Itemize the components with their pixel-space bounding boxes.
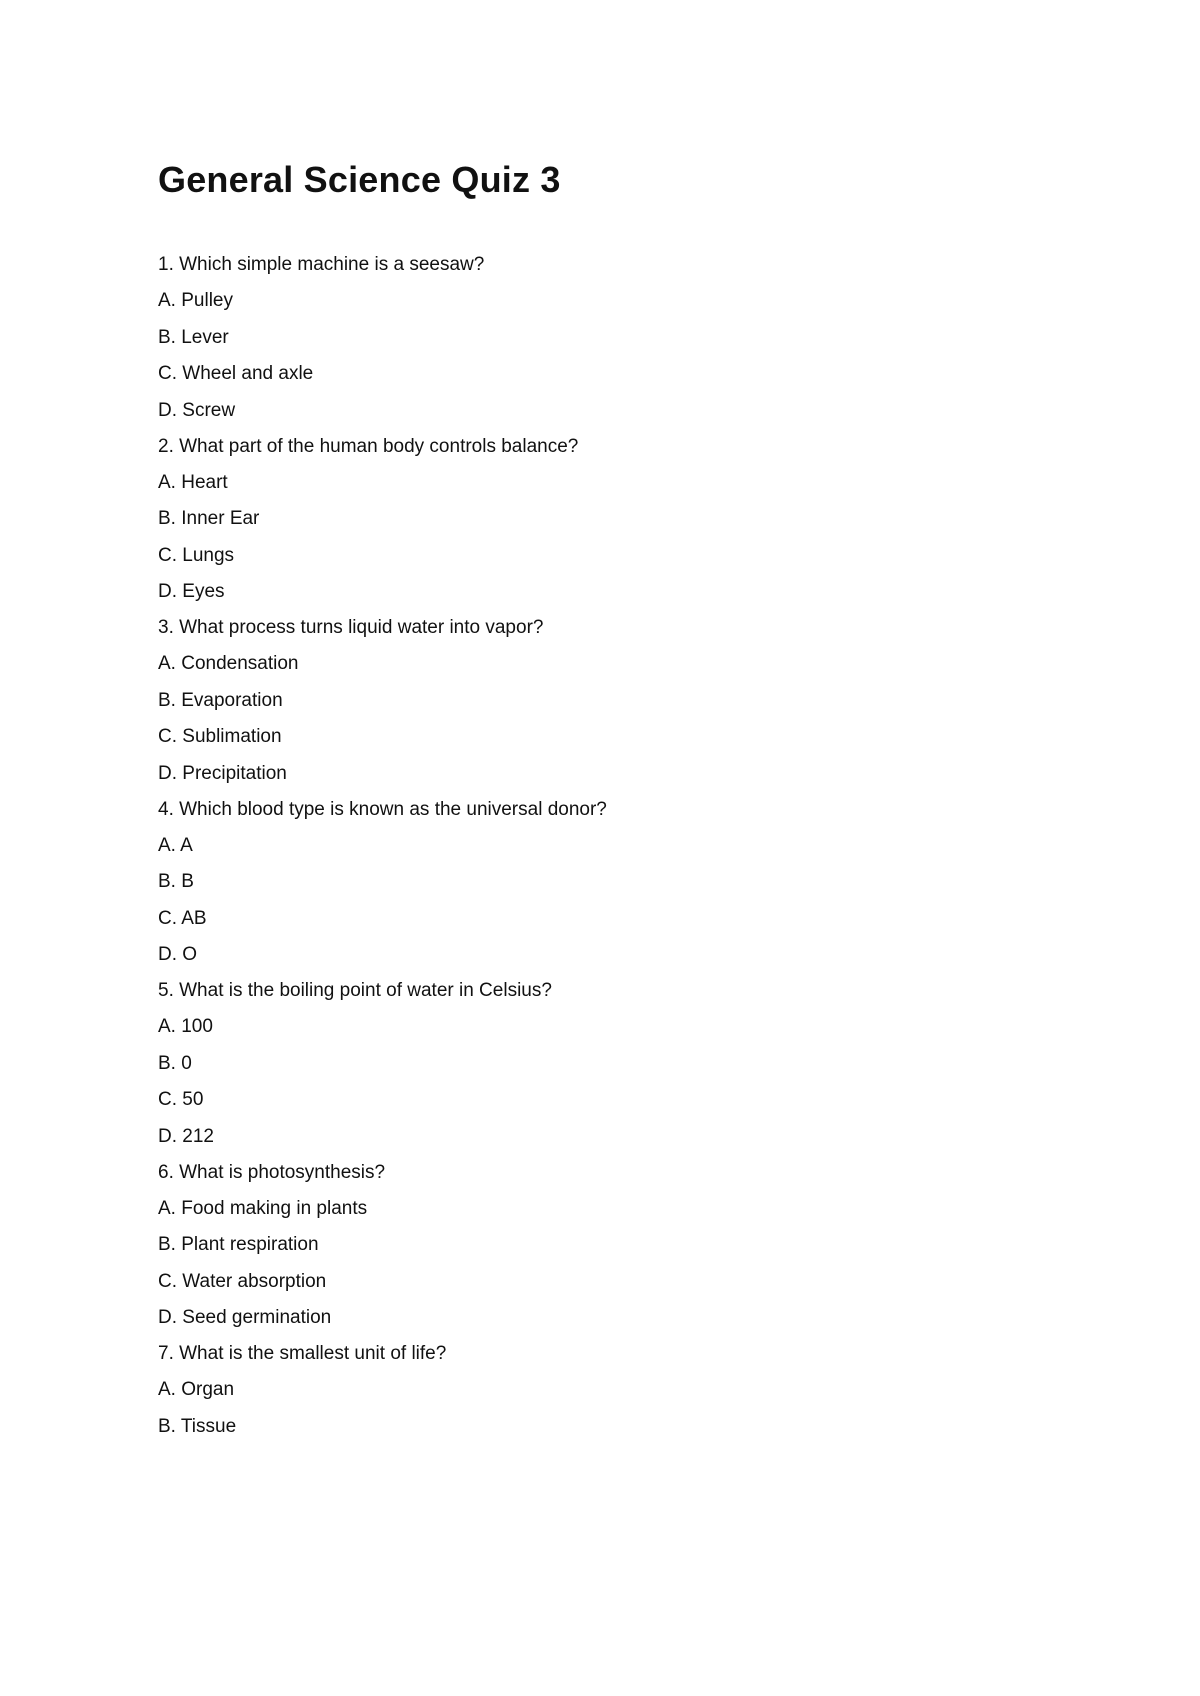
answer-option: D. Seed germination (158, 1307, 332, 1328)
question-text: 5. What is the boiling point of water in Celsius? (158, 980, 552, 1001)
question-text: 1. Which simple machine is a seesaw? (158, 254, 485, 275)
answer-option: A. Organ (158, 1379, 235, 1400)
question-block (158, 435, 1058, 605)
question-block (158, 979, 1058, 1149)
page-title: General Science Quiz 3 (158, 159, 561, 200)
answer-option: B. 0 (158, 1052, 192, 1074)
answer-option: C. 50 (158, 1089, 204, 1110)
answer-option: A. A (158, 834, 193, 856)
question-text: 7. What is the smallest unit of life? (158, 1343, 447, 1364)
question-block (158, 1342, 1058, 1439)
question-text: 4. Which blood type is known as the universal donor? (158, 798, 607, 820)
answer-option: C. Sublimation (158, 726, 282, 747)
answer-option: C. Wheel and axle (158, 363, 314, 384)
answer-option: A. Food making in plants (158, 1197, 368, 1219)
answer-option: D. 212 (158, 1125, 214, 1147)
question-text: 2. What part of the human body controls balance? (158, 435, 579, 457)
answer-option: C. Lungs (158, 544, 235, 566)
question-block (158, 1161, 1058, 1331)
answer-option: A. 100 (158, 1016, 213, 1037)
answer-option: B. Plant respiration (158, 1234, 319, 1255)
question-list (158, 253, 1058, 1451)
answer-option: C. AB (158, 907, 207, 929)
question-block (158, 253, 1058, 423)
answer-option: D. O (158, 944, 198, 965)
answer-option: A. Heart (158, 471, 228, 493)
answer-option: C. Water absorption (158, 1270, 327, 1292)
answer-option: D. Precipitation (158, 762, 287, 784)
answer-option: B. Tissue (158, 1415, 237, 1437)
answer-option: A. Condensation (158, 653, 299, 674)
question-text: 3. What process turns liquid water into vapor? (158, 617, 544, 638)
answer-option: D. Eyes (158, 581, 225, 602)
question-text: 6. What is photosynthesis? (158, 1161, 386, 1183)
answer-option: A. Pulley (158, 290, 233, 311)
answer-option: B. Evaporation (158, 689, 283, 711)
answer-option: B. Lever (158, 326, 229, 348)
question-block (158, 798, 1058, 968)
answer-option: D. Screw (158, 399, 236, 421)
answer-option: B. B (158, 871, 194, 892)
question-block (158, 616, 1058, 786)
answer-option: B. Inner Ear (158, 508, 260, 529)
